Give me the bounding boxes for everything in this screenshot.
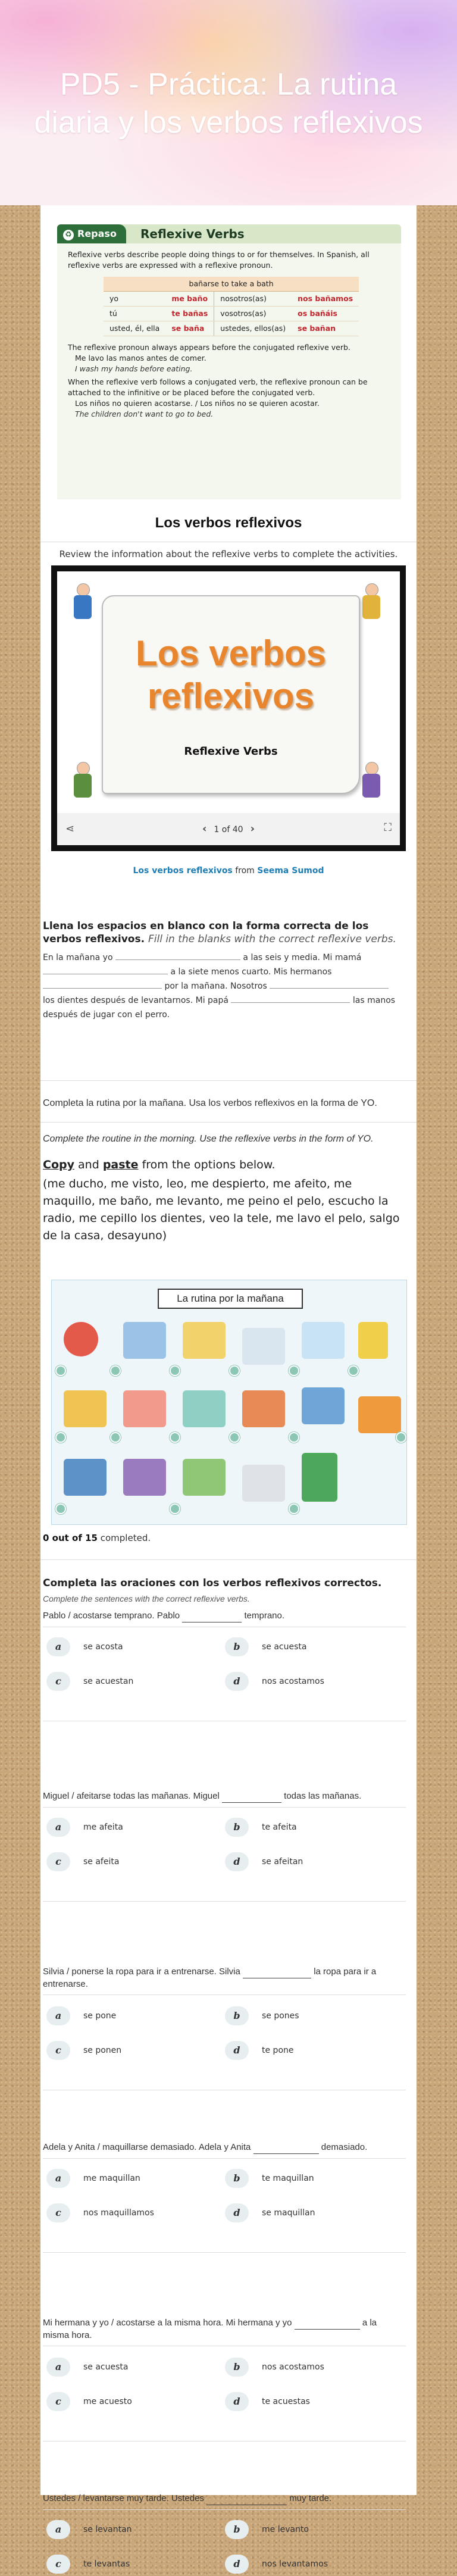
page-title: PD5 - Práctica: La rutina diaria y los verbos reflexivos: [34, 67, 423, 140]
divider: [43, 2252, 406, 2253]
drop-target[interactable]: [289, 1365, 299, 1376]
option-letter-badge: a: [46, 2006, 70, 2025]
breakfast-icon: [358, 1396, 401, 1433]
drop-target[interactable]: [55, 1432, 66, 1443]
option-letter-badge: b: [225, 1637, 249, 1656]
table-cell: ustedes, ellos(as): [214, 321, 292, 336]
answer-gap: [222, 1790, 281, 1803]
section-title: Los verbos reflexivos: [155, 515, 302, 531]
drop-target[interactable]: [229, 1432, 240, 1443]
divider: [40, 1559, 417, 1560]
answer-gap: [295, 2317, 360, 2330]
prompt-text: Pablo / acostarse temprano. Pablo: [43, 1611, 180, 1621]
divider: [43, 2509, 406, 2510]
repaso-example-1-translation: I wash my hands before eating.: [75, 364, 193, 373]
option-letter-badge: a: [46, 2169, 70, 2188]
routine-instruction-en: Complete the routine in the morning. Use the reflexive verbs in the form of YO.: [43, 1134, 374, 1144]
repaso-header: [57, 224, 401, 243]
newspaper-icon: [242, 1465, 285, 1502]
option-text: se acuestan: [83, 1677, 134, 1686]
option-text: te acuestas: [262, 2397, 310, 2406]
slide-canvas: [57, 571, 400, 813]
option-text: te maquillan: [262, 2174, 314, 2183]
progress-status: [43, 1533, 151, 1543]
clothes-icon: [302, 1387, 345, 1424]
drop-target[interactable]: [110, 1365, 121, 1376]
answer-option-c[interactable]: [46, 2203, 154, 2225]
page-header: [0, 0, 457, 205]
repaso-rule-2: When the reflexive verb follows a conjugated verb, the reflexive pronoun can be attached to the infinitive or be placed before the conjugated verb.: [68, 377, 368, 397]
blank-text: a las seis y media. Mi mamá: [243, 953, 362, 962]
repaso-title: Reflexive Verbs: [140, 227, 245, 241]
figure-icon: [69, 583, 96, 625]
table-cell: nos bañamos: [292, 292, 359, 307]
option-text: te levantas: [83, 2559, 130, 2569]
answer-option-b[interactable]: [225, 1637, 306, 1659]
slide-banner: [102, 595, 360, 794]
option-text: se maquillan: [262, 2208, 315, 2218]
option-text: se afeitan: [262, 1857, 303, 1867]
question-prompt: [43, 2142, 400, 2154]
answer-option-d[interactable]: [225, 2041, 294, 2062]
drop-target[interactable]: [170, 1503, 180, 1514]
mc-title: Completa las oraciones con los verbos reflexivos correctos.: [43, 1577, 382, 1589]
prompt-text: demasiado.: [321, 2142, 368, 2152]
option-letter-badge: b: [225, 1818, 249, 1837]
answer-option-d[interactable]: [225, 1852, 303, 1874]
drop-target[interactable]: [289, 1503, 299, 1514]
option-text: te pone: [262, 2046, 294, 2055]
answer-option-b[interactable]: [225, 1818, 297, 1839]
option-letter-badge: c: [46, 2555, 70, 2574]
option-text: se acosta: [83, 1642, 123, 1652]
slideshow-link[interactable]: Los verbos reflexivos: [133, 866, 233, 876]
drop-target[interactable]: [55, 1365, 66, 1376]
option-letter-badge: c: [46, 1672, 70, 1691]
table-cell: te bañas: [165, 307, 214, 321]
prompt-text: Adela y Anita / maquillarse demasiado. Adela y Anita: [43, 2142, 251, 2152]
sink-icon: [302, 1322, 345, 1359]
option-text: nos acostamos: [262, 2362, 324, 2372]
divider: [40, 1080, 417, 1081]
routine-instruction-es: Completa la rutina por la mañana. Usa los verbos reflexivos en la forma de YO.: [43, 1098, 377, 1108]
door-icon: [302, 1453, 337, 1502]
option-text: me levanto: [262, 2525, 309, 2534]
table-cell: me baño: [165, 292, 214, 307]
slide-title: Los verbos reflexivos: [135, 633, 327, 716]
razor-icon: [64, 1390, 107, 1427]
answer-option-b[interactable]: [225, 2520, 309, 2541]
blanks-paragraph: [43, 951, 400, 1022]
question-prompt: [43, 1966, 400, 1990]
option-letter-badge: a: [46, 2520, 70, 2539]
blanks-title: [43, 920, 400, 946]
option-letter-badge: a: [46, 2358, 70, 2377]
prompt-text: Ustedes / levantarse muy tarde. Ustedes: [43, 2493, 204, 2503]
option-text: se acuesta: [83, 2362, 129, 2372]
option-letter-badge: b: [225, 2358, 249, 2377]
drop-target[interactable]: [170, 1365, 180, 1376]
answer-option-a[interactable]: [46, 2169, 140, 2190]
option-letter-badge: c: [46, 2203, 70, 2222]
answer-option-c[interactable]: [46, 2555, 130, 2576]
repaso-body: [57, 243, 401, 499]
divider: [40, 1122, 417, 1123]
answer-option-c[interactable]: [46, 1852, 119, 1874]
answer-option-a[interactable]: [46, 2006, 116, 2028]
drop-target[interactable]: [396, 1432, 406, 1443]
answer-option-d[interactable]: [225, 2392, 310, 2414]
option-text: me maquillan: [83, 2174, 140, 2183]
answer-option-b[interactable]: [225, 2006, 299, 2028]
table-cell: vosotros(as): [214, 307, 292, 321]
option-text: te afeita: [262, 1822, 297, 1832]
table-cell: se bañan: [292, 321, 359, 336]
copy-paste-instruction: [43, 1158, 276, 1171]
slideshow-controls: [57, 813, 400, 845]
answer-option-c[interactable]: [46, 2041, 121, 2062]
prompt-text: la ropa para ir a entrenarse.: [43, 1967, 377, 1989]
mc-subtitle: Complete the sentences with the correct reflexive verbs.: [43, 1594, 250, 1603]
routine-options: (me ducho, me visto, leo, me despierto, me afeito, me maquillo, me baño, me levanto, me peino el pelo, escucho la radio, me cepillo los dientes, veo la tele, me lavo el pelo, salgo de la casa, desayuno): [43, 1177, 400, 1242]
figure-icon: [69, 762, 96, 804]
answer-option-a[interactable]: [46, 2520, 132, 2541]
divider: [43, 1807, 406, 1808]
shampoo-icon: [358, 1322, 388, 1359]
option-text: se afeita: [83, 1857, 120, 1867]
prompt-text: temprano.: [244, 1611, 285, 1621]
figure-icon: [358, 583, 385, 625]
table-header: bañarse to take a bath: [104, 277, 359, 292]
next-slide-icon[interactable]: ›: [250, 823, 255, 835]
repaso-box: [57, 224, 401, 504]
divider: [43, 1901, 406, 1902]
answer-option-a[interactable]: [46, 1637, 123, 1659]
slideshow-credit: [40, 866, 417, 876]
answer-gap: [243, 1966, 311, 1978]
copy-rest: from the options below.: [142, 1158, 276, 1171]
repaso-tab-label: Repaso: [77, 228, 117, 239]
option-text: nos maquillamos: [83, 2208, 154, 2218]
prompt-text: Miguel / afeitarse todas las mañanas. Miguel: [43, 1791, 220, 1801]
option-text: me acuesto: [83, 2397, 132, 2406]
content-card: [40, 205, 417, 2569]
option-letter-badge: b: [225, 2520, 249, 2539]
answer-option-c[interactable]: [46, 1672, 133, 1693]
blank-input[interactable]: [115, 951, 240, 960]
answer-gap: [253, 2142, 319, 2154]
repaso-intro: Reflexive verbs describe people doing things to or for themselves. In Spanish, all reflexive verbs are expressed with a reflexive pronoun.: [68, 250, 370, 270]
routine-picture: [51, 1280, 407, 1525]
table-cell: yo: [104, 292, 165, 307]
repaso-example-2: Los niños no quieren acostarse. / Los niños no se quieren acostar.: [75, 399, 320, 408]
slide-subtitle: Reflexive Verbs: [184, 745, 278, 758]
slide-pager: [57, 823, 400, 835]
shower-icon: [183, 1322, 226, 1359]
alarm-clock-icon: [64, 1322, 98, 1356]
answer-option-d[interactable]: [225, 2203, 315, 2225]
bathtub-icon: [242, 1328, 285, 1365]
blank-input[interactable]: [43, 965, 168, 974]
divider: [43, 1994, 406, 1995]
answer-option-d[interactable]: [225, 2555, 328, 2576]
blank-text: a la siete menos cuarto. Mis hermanos: [170, 967, 332, 977]
option-letter-badge: a: [46, 1637, 70, 1656]
repaso-example-2-translation: The children don't want to go to bed.: [75, 409, 214, 418]
table-row: [104, 292, 359, 307]
blank-text: las manos después de jugar con el perro.: [43, 996, 396, 1020]
section-subtitle: Review the information about the reflexive verbs to complete the activities.: [59, 549, 398, 559]
option-letter-badge: b: [225, 2169, 249, 2188]
option-text: se pones: [262, 2011, 299, 2021]
option-letter-badge: d: [225, 1852, 249, 1871]
option-text: nos levantamos: [262, 2559, 328, 2569]
table-cell: se baña: [165, 321, 214, 336]
option-text: me afeita: [83, 1822, 123, 1832]
repaso-rule-1: The reflexive pronoun always appears before the conjugated reflexive verb.: [68, 343, 350, 352]
makeup-icon: [242, 1390, 285, 1427]
drop-target[interactable]: [110, 1432, 121, 1443]
blank-text: En la mañana yo: [43, 953, 113, 962]
copy-word: Copy: [43, 1158, 74, 1171]
table-cell: usted, él, ella: [104, 321, 165, 336]
option-letter-badge: b: [225, 2006, 249, 2025]
radio-icon: [123, 1459, 166, 1496]
option-text: se ponen: [83, 2046, 122, 2055]
option-letter-badge: d: [225, 2203, 249, 2222]
blank-text: por la mañana. Nosotros: [164, 981, 267, 991]
repaso-tab: [57, 224, 126, 243]
answer-option-c[interactable]: [46, 2392, 132, 2414]
option-letter-badge: d: [225, 2555, 249, 2574]
progress-label: completed.: [100, 1533, 151, 1543]
option-letter-badge: c: [46, 2041, 70, 2060]
slide-counter: 1 of 40: [214, 825, 243, 834]
divider: [43, 2158, 406, 2159]
author-link[interactable]: Seema Sumod: [257, 866, 324, 876]
option-text: se pone: [83, 2011, 117, 2021]
option-letter-badge: a: [46, 1818, 70, 1837]
drop-target[interactable]: [229, 1365, 240, 1376]
prompt-text: Mi hermana y yo / acostarse a la misma hora. Mi hermana y yo: [43, 2318, 292, 2328]
hairbrush-icon: [123, 1390, 166, 1427]
option-letter-badge: d: [225, 1672, 249, 1691]
option-text: se levantan: [83, 2525, 132, 2534]
credit-from: from: [235, 866, 255, 876]
prompt-text: todas las mañanas.: [284, 1791, 362, 1801]
question-prompt: [43, 2493, 400, 2505]
bed-icon: [123, 1322, 166, 1359]
option-letter-badge: c: [46, 2392, 70, 2411]
option-text: nos acostamos: [262, 1677, 324, 1686]
prev-slide-icon[interactable]: ‹: [202, 823, 207, 835]
picture-title: La rutina por la mañana: [158, 1289, 303, 1309]
drop-target[interactable]: [55, 1503, 66, 1514]
fullscreen-icon[interactable]: ⛶: [384, 821, 392, 834]
answer-option-b[interactable]: [225, 2169, 314, 2190]
progress-count: 0 out of 15: [43, 1533, 98, 1543]
television-icon: [183, 1459, 226, 1496]
conjugation-table: [104, 277, 359, 336]
repaso-example-1: Me lavo las manos antes de comer.: [75, 354, 206, 362]
option-text: se acuesta: [262, 1642, 307, 1652]
drop-target[interactable]: [348, 1365, 359, 1376]
option-letter-badge: c: [46, 1852, 70, 1871]
table-cell: os bañáis: [292, 307, 359, 321]
answer-option-a[interactable]: [46, 1818, 123, 1839]
slideshow-embed[interactable]: [51, 565, 406, 851]
option-letter-badge: d: [225, 2392, 249, 2411]
question-prompt: [43, 2317, 400, 2341]
table-cell: tú: [104, 307, 165, 321]
toothbrush-icon: [183, 1390, 226, 1427]
figure-icon: [358, 762, 385, 804]
blanks-title-es: Llena los espacios en blanco con la forma correcta de los verbos reflexivos.: [43, 920, 369, 945]
recycle-icon: ♻: [63, 230, 74, 240]
prompt-text: Silvia / ponerse la ropa para ir a entrenarse. Silvia: [43, 1967, 240, 1977]
question-prompt: [43, 1610, 400, 1622]
table-cell: nosotros(as): [214, 292, 292, 307]
option-letter-badge: d: [225, 2041, 249, 2060]
blanks-title-en: Fill in the blanks with the correct reflexive verbs.: [148, 933, 396, 945]
prompt-text: a la misma hora.: [43, 2318, 377, 2340]
and-word: and: [78, 1158, 99, 1171]
blank-input[interactable]: [231, 994, 350, 1003]
table-row: [104, 307, 359, 321]
blank-input[interactable]: [270, 980, 389, 989]
answer-option-a[interactable]: [46, 2358, 128, 2379]
answer-gap: [206, 2493, 287, 2505]
table-row: [104, 321, 359, 336]
answer-gap: [182, 1610, 242, 1622]
drop-target[interactable]: [170, 1432, 180, 1443]
question-prompt: [43, 1790, 400, 1803]
blank-input[interactable]: [43, 980, 162, 989]
answer-option-d[interactable]: [225, 1672, 324, 1693]
tv-icon: [64, 1459, 107, 1496]
paste-word: paste: [102, 1158, 139, 1171]
blank-text: los dientes después de levantarnos. Mi papá: [43, 996, 228, 1005]
drop-target[interactable]: [289, 1432, 299, 1443]
answer-option-b[interactable]: [225, 2358, 324, 2379]
share-icon[interactable]: ⋖: [65, 823, 75, 835]
prompt-text: muy tarde.: [289, 2493, 332, 2503]
